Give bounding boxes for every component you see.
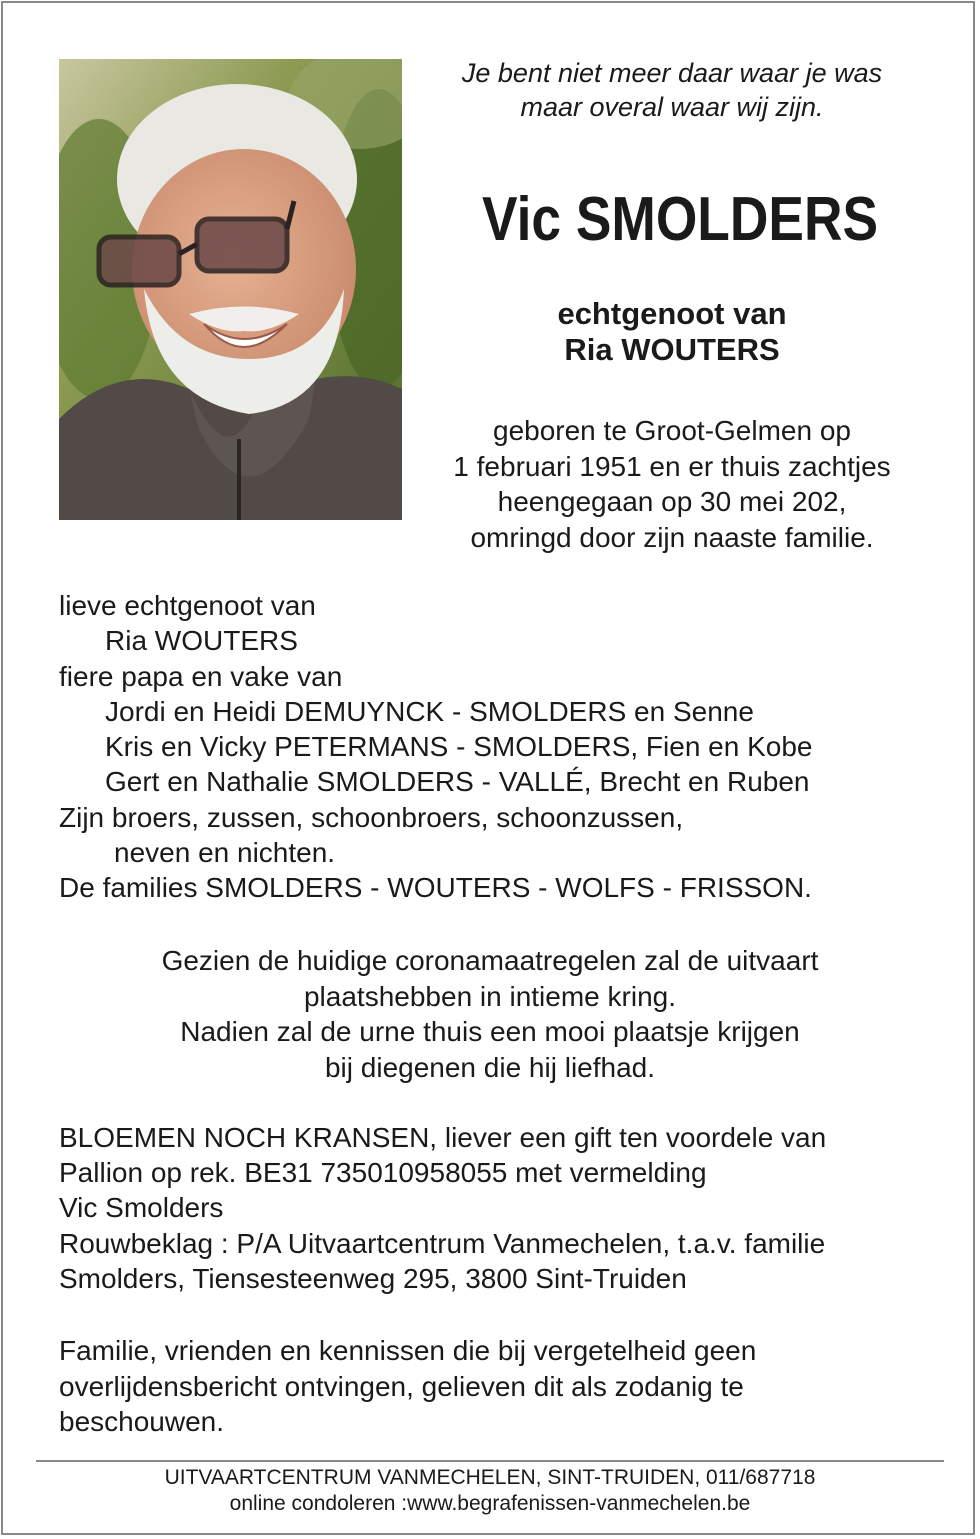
donation-notice <box>59 1120 959 1296</box>
family-line: De families SMOLDERS - WOUTERS - WOLFS - FRISSON. <box>59 872 812 904</box>
funeral-home-contact: UITVAARTCENTRUM VANMECHELEN, SINT-TRUIDEN, 011/687718 <box>164 1466 816 1489</box>
family-line: Kris en Vicky PETERMANS - SMOLDERS, Fien en Kobe <box>105 731 813 763</box>
deceased-name: Vic SMOLDERS <box>481 185 879 254</box>
closing-line: Familie, vrienden en kennissen die bij vergetelheid geen <box>59 1335 757 1366</box>
family-line: neven en nichten. <box>114 837 336 869</box>
donation-line: Vic Smolders <box>59 1192 224 1224</box>
donation-line: BLOEMEN NOCH KRANSEN, liever een gift ten voordele van <box>59 1122 827 1153</box>
footer <box>0 1465 980 1517</box>
funeral-notice <box>0 943 980 1085</box>
condolence-website: online condoleren :www.begrafenissen-vanmechelen.be <box>229 1492 751 1515</box>
notice-line: Gezien de huidige coronamaatregelen zal de uitvaart <box>161 945 819 976</box>
spouse-block <box>404 296 940 368</box>
notice-line: Nadien zal de urne thuis een mooi plaatsje krijgen <box>180 1016 800 1047</box>
condolence-address-line: Smolders, Tiensesteenweg 295, 3800 Sint-Truiden <box>59 1262 687 1294</box>
notice-line: bij diegenen die hij liefhad. <box>324 1051 656 1083</box>
birth-line: geboren te Groot-Gelmen op <box>493 415 851 446</box>
portrait-photo <box>59 59 402 520</box>
portrait-illustration <box>59 59 402 520</box>
family-line: Jordi en Heidi DEMUYNCK - SMOLDERS en Senne <box>105 695 754 727</box>
spouse-name: Ria WOUTERS <box>564 332 780 367</box>
notice-line: plaatshebben in intieme kring. <box>303 980 676 1012</box>
family-line: Gert en Nathalie SMOLDERS - VALLÉ, Brecht en Ruben <box>105 766 810 798</box>
closing-line: beschouwen. <box>59 1406 225 1437</box>
birth-line: 1 februari 1951 en er thuis zachtjes <box>453 450 891 482</box>
quote-line: Je bent niet meer daar waar je was <box>461 58 883 88</box>
footer-divider <box>36 1460 944 1462</box>
donation-line: Pallion op rek. BE31 735010958055 met vermelding <box>59 1157 707 1189</box>
birth-line: omringd door zijn naaste familie. <box>470 521 874 553</box>
closing-notice <box>59 1333 959 1440</box>
family-list <box>59 588 959 906</box>
memorial-quote <box>404 56 940 124</box>
family-line: fiere papa en vake van <box>59 660 343 692</box>
spouse-label: echtgenoot van <box>557 296 787 331</box>
family-line: Zijn broers, zussen, schoonbroers, schoonzussen, <box>59 801 684 833</box>
condolence-address-line: Rouwbeklag : P/A Uitvaartcentrum Vanmechelen, t.a.v. familie <box>59 1227 826 1259</box>
quote-line: maar overal waar wij zijn. <box>520 92 824 122</box>
birth-line: heengegaan op 30 mei 202, <box>497 486 847 517</box>
birth-death-details <box>404 413 940 555</box>
closing-line: overlijdensbericht ontvingen, gelieven dit als zodanig te <box>59 1370 744 1402</box>
family-line: lieve echtgenoot van <box>59 590 316 621</box>
family-line: Ria WOUTERS <box>105 625 298 657</box>
